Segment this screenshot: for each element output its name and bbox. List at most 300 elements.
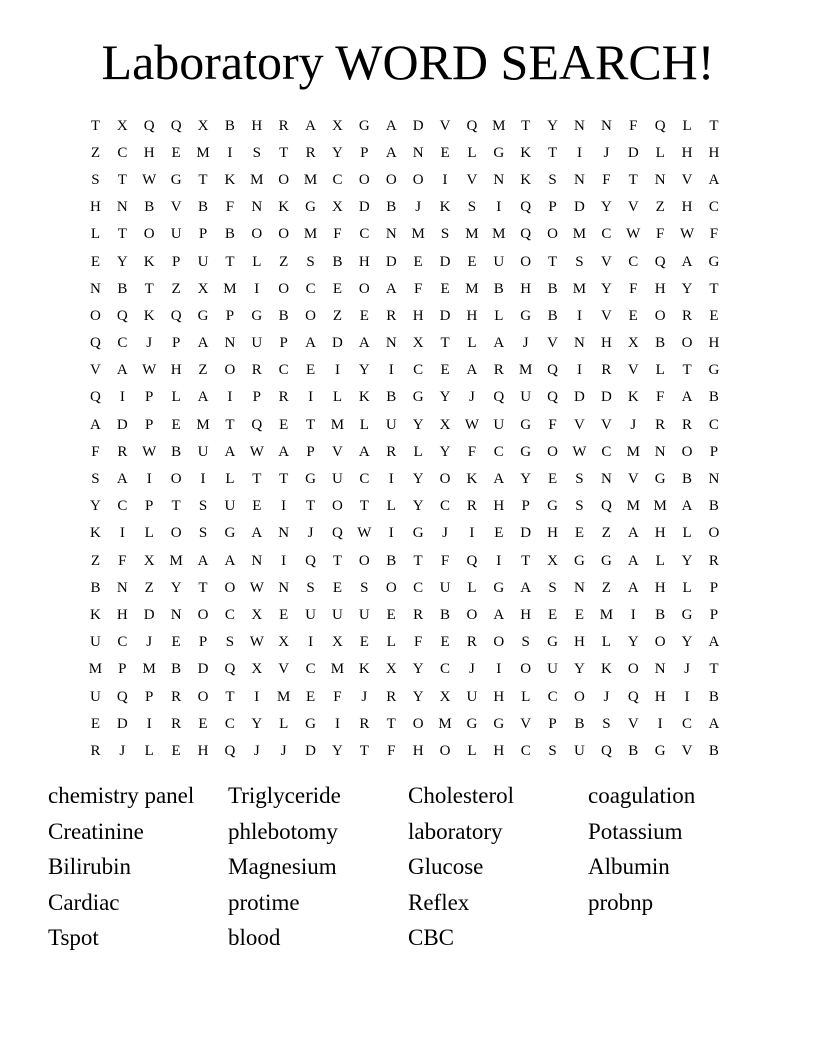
grid-letter[interactable]: C	[682, 715, 693, 732]
grid-letter[interactable]: D	[574, 199, 585, 216]
grid-letter[interactable]: C	[305, 280, 316, 297]
grid-letter[interactable]: A	[278, 443, 290, 460]
grid-letter[interactable]: M	[303, 226, 318, 243]
grid-letter[interactable]: B	[386, 199, 397, 216]
grid-letter[interactable]: Q	[305, 552, 316, 569]
grid-letter[interactable]: B	[171, 661, 182, 678]
grid-letter[interactable]: Z	[90, 552, 101, 569]
grid-letter[interactable]: G	[547, 634, 558, 651]
grid-letter[interactable]: F	[467, 443, 477, 460]
grid-letter[interactable]: R	[278, 389, 289, 406]
grid-letter[interactable]: U	[385, 416, 397, 433]
grid-letter[interactable]: U	[358, 606, 370, 623]
grid-letter[interactable]: R	[171, 715, 182, 732]
grid-letter[interactable]: A	[466, 362, 478, 379]
grid-letter[interactable]: S	[225, 634, 235, 651]
grid-letter[interactable]: C	[413, 579, 424, 596]
grid-letter[interactable]: M	[88, 661, 103, 678]
grid-letter[interactable]: O	[332, 498, 343, 515]
grid-letter[interactable]: Y	[412, 688, 424, 705]
grid-letter[interactable]: P	[145, 389, 154, 406]
grid-letter[interactable]: E	[359, 634, 369, 651]
grid-letter[interactable]: Z	[332, 307, 343, 324]
grid-letter[interactable]: T	[252, 471, 262, 488]
grid-letter[interactable]: O	[224, 579, 236, 596]
grid-letter[interactable]: W	[249, 443, 264, 460]
grid-letter[interactable]: O	[654, 307, 666, 324]
grid-letter[interactable]: V	[627, 362, 639, 379]
grid-letter[interactable]: A	[305, 335, 316, 352]
grid-letter[interactable]: G	[708, 253, 720, 270]
grid-letter[interactable]: E	[440, 634, 450, 651]
grid-letter[interactable]: Q	[90, 389, 101, 406]
grid-letter[interactable]: O	[358, 552, 370, 569]
grid-letter[interactable]: R	[601, 362, 612, 379]
grid-letter[interactable]: E	[548, 606, 558, 623]
grid-letter[interactable]: L	[386, 634, 396, 651]
grid-letter[interactable]: J	[442, 525, 448, 542]
grid-letter[interactable]: T	[628, 171, 638, 188]
grid-letter[interactable]: O	[170, 525, 182, 542]
grid-letter[interactable]: B	[708, 742, 719, 759]
grid-letter[interactable]: O	[197, 606, 209, 623]
grid-letter[interactable]: M	[626, 443, 640, 460]
grid-letter[interactable]: E	[198, 715, 208, 732]
grid-letter[interactable]: Y	[574, 661, 585, 678]
grid-letter[interactable]: N	[251, 199, 263, 216]
grid-letter[interactable]: H	[90, 199, 101, 216]
grid-letter[interactable]: N	[654, 661, 666, 678]
grid-letter[interactable]: L	[171, 389, 181, 406]
grid-letter[interactable]: E	[171, 416, 181, 433]
grid-letter[interactable]: Y	[600, 199, 612, 216]
grid-letter[interactable]: V	[332, 443, 343, 460]
grid-letter[interactable]: T	[709, 117, 719, 134]
grid-letter[interactable]: S	[252, 144, 261, 161]
grid-letter[interactable]: W	[572, 443, 587, 460]
grid-letter[interactable]: H	[170, 362, 182, 379]
grid-letter[interactable]: L	[144, 525, 154, 542]
grid-letter[interactable]: T	[548, 144, 558, 161]
grid-letter[interactable]: L	[682, 117, 692, 134]
grid-letter[interactable]: J	[119, 742, 126, 759]
grid-letter[interactable]: I	[388, 362, 394, 379]
grid-letter[interactable]: M	[223, 280, 237, 297]
grid-letter[interactable]: B	[708, 688, 719, 705]
grid-letter[interactable]: T	[359, 498, 369, 515]
grid-letter[interactable]: P	[198, 634, 208, 651]
grid-letter[interactable]: B	[278, 307, 289, 324]
grid-letter[interactable]: Y	[358, 362, 370, 379]
grid-letter[interactable]: W	[626, 226, 641, 243]
grid-letter[interactable]: C	[117, 144, 128, 161]
grid-letter[interactable]: A	[385, 117, 397, 134]
grid-letter[interactable]: Y	[439, 443, 451, 460]
grid-letter[interactable]: C	[440, 661, 451, 678]
grid-letter[interactable]: U	[170, 226, 182, 243]
grid-letter[interactable]: T	[682, 362, 692, 379]
grid-letter[interactable]: O	[197, 688, 209, 705]
grid-letter[interactable]: H	[493, 742, 505, 759]
grid-letter[interactable]: N	[574, 117, 585, 134]
grid-letter[interactable]: B	[440, 606, 451, 623]
grid-letter[interactable]: B	[547, 307, 558, 324]
grid-letter[interactable]: E	[440, 280, 450, 297]
grid-letter[interactable]: I	[388, 471, 394, 488]
grid-letter[interactable]: S	[91, 471, 100, 488]
grid-letter[interactable]: V	[681, 171, 693, 188]
grid-letter[interactable]: M	[653, 498, 667, 515]
grid-letter[interactable]: P	[198, 226, 208, 243]
grid-letter[interactable]: A	[224, 443, 236, 460]
grid-letter[interactable]: L	[413, 443, 423, 460]
grid-letter[interactable]: L	[467, 144, 477, 161]
grid-letter[interactable]: E	[440, 144, 450, 161]
grid-letter[interactable]: A	[90, 416, 101, 433]
grid-letter[interactable]: I	[227, 389, 233, 406]
grid-letter[interactable]: V	[520, 715, 532, 732]
grid-letter[interactable]: C	[520, 742, 531, 759]
grid-letter[interactable]: P	[709, 443, 719, 460]
grid-letter[interactable]: H	[547, 525, 558, 542]
grid-letter[interactable]: O	[654, 634, 666, 651]
grid-letter[interactable]: S	[198, 525, 208, 542]
grid-letter[interactable]: I	[119, 525, 125, 542]
grid-letter[interactable]: T	[332, 552, 343, 569]
grid-letter[interactable]: R	[413, 606, 424, 623]
grid-letter[interactable]: N	[654, 443, 666, 460]
grid-letter[interactable]: O	[358, 280, 370, 297]
grid-letter[interactable]: T	[548, 253, 558, 270]
grid-letter[interactable]: R	[493, 362, 504, 379]
grid-letter[interactable]: Y	[600, 280, 612, 297]
grid-letter[interactable]: N	[574, 171, 585, 188]
grid-letter[interactable]: H	[654, 525, 666, 542]
grid-letter[interactable]: N	[90, 280, 101, 297]
grid-letter[interactable]: L	[655, 144, 665, 161]
grid-letter[interactable]: E	[440, 362, 450, 379]
grid-letter[interactable]: D	[600, 389, 612, 406]
grid-letter[interactable]: Z	[601, 525, 611, 542]
grid-letter[interactable]: I	[334, 362, 340, 379]
grid-letter[interactable]: V	[627, 471, 639, 488]
grid-letter[interactable]: N	[116, 199, 128, 216]
grid-letter[interactable]: T	[413, 552, 423, 569]
grid-letter[interactable]: C	[305, 661, 316, 678]
grid-letter[interactable]: D	[116, 715, 128, 732]
grid-letter[interactable]: Y	[681, 634, 693, 651]
grid-letter[interactable]: S	[91, 171, 100, 188]
grid-letter[interactable]: N	[224, 335, 236, 352]
grid-letter[interactable]: Z	[655, 199, 665, 216]
grid-letter[interactable]: Q	[520, 226, 532, 243]
grid-letter[interactable]: N	[600, 471, 612, 488]
grid-letter[interactable]: K	[600, 661, 612, 678]
grid-letter[interactable]: P	[279, 335, 288, 352]
grid-letter[interactable]: Q	[466, 552, 478, 569]
grid-letter[interactable]: V	[574, 416, 585, 433]
grid-letter[interactable]: I	[308, 634, 314, 651]
grid-letter[interactable]: U	[466, 688, 478, 705]
grid-letter[interactable]: I	[254, 688, 260, 705]
grid-letter[interactable]: F	[629, 117, 638, 134]
grid-letter[interactable]: A	[385, 144, 397, 161]
grid-letter[interactable]: R	[466, 498, 477, 515]
grid-letter[interactable]: N	[278, 579, 290, 596]
grid-letter[interactable]: G	[520, 443, 532, 460]
grid-letter[interactable]: I	[308, 389, 314, 406]
grid-letter[interactable]: O	[278, 226, 290, 243]
grid-letter[interactable]: S	[602, 715, 611, 732]
grid-letter[interactable]: O	[520, 253, 532, 270]
grid-letter[interactable]: J	[146, 335, 153, 352]
grid-letter[interactable]: U	[332, 471, 343, 488]
grid-letter[interactable]: B	[574, 715, 585, 732]
grid-letter[interactable]: B	[493, 280, 504, 297]
grid-letter[interactable]: G	[305, 715, 316, 732]
grid-letter[interactable]: O	[358, 171, 370, 188]
grid-letter[interactable]: B	[90, 579, 101, 596]
grid-letter[interactable]: D	[412, 117, 424, 134]
grid-letter[interactable]: C	[117, 634, 128, 651]
grid-letter[interactable]: X	[385, 661, 397, 678]
grid-letter[interactable]: Y	[170, 579, 182, 596]
grid-letter[interactable]: T	[171, 498, 181, 515]
grid-letter[interactable]: U	[520, 389, 532, 406]
grid-letter[interactable]: I	[576, 144, 582, 161]
grid-letter[interactable]: W	[357, 525, 372, 542]
grid-letter[interactable]: F	[413, 634, 423, 651]
grid-letter[interactable]: F	[440, 552, 450, 569]
grid-letter[interactable]: B	[386, 552, 397, 569]
grid-letter[interactable]: S	[548, 171, 557, 188]
grid-letter[interactable]: T	[225, 688, 235, 705]
grid-letter[interactable]: L	[144, 742, 154, 759]
grid-letter[interactable]: Z	[171, 280, 181, 297]
grid-letter[interactable]: F	[91, 443, 100, 460]
grid-letter[interactable]: I	[630, 606, 636, 623]
grid-letter[interactable]: L	[467, 335, 477, 352]
grid-letter[interactable]: L	[655, 552, 665, 569]
grid-letter[interactable]: P	[548, 199, 557, 216]
grid-letter[interactable]: Q	[143, 117, 155, 134]
grid-letter[interactable]: X	[439, 688, 451, 705]
grid-letter[interactable]: N	[385, 226, 397, 243]
grid-letter[interactable]: W	[249, 579, 264, 596]
grid-letter[interactable]: A	[627, 552, 639, 569]
grid-letter[interactable]: R	[90, 742, 101, 759]
grid-letter[interactable]: A	[681, 253, 693, 270]
grid-letter[interactable]: L	[252, 253, 262, 270]
grid-letter[interactable]: E	[171, 144, 181, 161]
grid-letter[interactable]: D	[439, 307, 451, 324]
grid-letter[interactable]: W	[142, 171, 157, 188]
grid-letter[interactable]: M	[465, 226, 479, 243]
grid-letter[interactable]: L	[90, 226, 101, 243]
grid-letter[interactable]: D	[116, 416, 128, 433]
grid-letter[interactable]: I	[281, 498, 287, 515]
grid-letter[interactable]: K	[520, 144, 532, 161]
grid-letter[interactable]: E	[359, 307, 369, 324]
grid-letter[interactable]: P	[225, 307, 235, 324]
grid-letter[interactable]: A	[358, 443, 370, 460]
grid-letter[interactable]: L	[386, 498, 396, 515]
grid-letter[interactable]: F	[333, 688, 342, 705]
grid-letter[interactable]: I	[496, 552, 502, 569]
grid-letter[interactable]: K	[143, 253, 155, 270]
grid-letter[interactable]: A	[116, 471, 128, 488]
grid-letter[interactable]: W	[679, 226, 695, 243]
grid-letter[interactable]: G	[251, 307, 263, 324]
grid-letter[interactable]: M	[438, 715, 452, 732]
grid-letter[interactable]: Y	[627, 634, 639, 651]
grid-letter[interactable]: H	[600, 335, 612, 352]
grid-letter[interactable]: C	[117, 498, 128, 515]
grid-letter[interactable]: S	[306, 253, 315, 270]
grid-letter[interactable]: C	[601, 443, 612, 460]
grid-letter[interactable]: M	[411, 226, 425, 243]
grid-letter[interactable]: C	[224, 715, 235, 732]
grid-letter[interactable]: I	[657, 715, 663, 732]
grid-letter[interactable]: Q	[224, 661, 236, 678]
grid-letter[interactable]: M	[492, 226, 506, 243]
grid-letter[interactable]: L	[332, 389, 343, 406]
grid-letter[interactable]: B	[224, 226, 235, 243]
grid-letter[interactable]: A	[493, 606, 505, 623]
grid-letter[interactable]: G	[574, 552, 585, 569]
grid-letter[interactable]: K	[224, 171, 236, 188]
grid-letter[interactable]: L	[601, 634, 611, 651]
grid-letter[interactable]: O	[251, 226, 263, 243]
grid-letter[interactable]: P	[171, 253, 181, 270]
grid-letter[interactable]: Q	[224, 742, 236, 759]
grid-letter[interactable]: D	[385, 253, 397, 270]
grid-letter[interactable]: R	[386, 443, 397, 460]
grid-letter[interactable]: G	[305, 199, 316, 216]
grid-letter[interactable]: E	[305, 688, 316, 705]
grid-letter[interactable]: Q	[654, 253, 666, 270]
grid-letter[interactable]: N	[278, 525, 290, 542]
grid-letter[interactable]: O	[547, 443, 558, 460]
grid-letter[interactable]: R	[117, 443, 128, 460]
grid-letter[interactable]: Q	[600, 498, 612, 515]
grid-letter[interactable]: O	[278, 171, 290, 188]
grid-letter[interactable]: K	[439, 199, 451, 216]
grid-letter[interactable]: I	[119, 389, 125, 406]
grid-letter[interactable]: G	[654, 471, 666, 488]
grid-letter[interactable]: H	[520, 280, 532, 297]
grid-letter[interactable]: P	[709, 579, 719, 596]
grid-letter[interactable]: E	[171, 634, 181, 651]
grid-letter[interactable]: N	[654, 171, 666, 188]
grid-letter[interactable]: M	[626, 498, 640, 515]
grid-letter[interactable]: Q	[600, 742, 612, 759]
grid-letter[interactable]: U	[197, 253, 209, 270]
grid-letter[interactable]: F	[655, 389, 665, 406]
grid-letter[interactable]: M	[465, 280, 479, 297]
grid-letter[interactable]: L	[467, 742, 477, 759]
grid-letter[interactable]: J	[468, 661, 475, 678]
grid-letter[interactable]: B	[655, 335, 666, 352]
grid-letter[interactable]: L	[225, 471, 235, 488]
grid-letter[interactable]: I	[146, 471, 152, 488]
grid-letter[interactable]: O	[547, 226, 558, 243]
grid-letter[interactable]: L	[682, 579, 692, 596]
grid-letter[interactable]: P	[171, 335, 181, 352]
grid-letter[interactable]: O	[305, 307, 316, 324]
grid-letter[interactable]: E	[548, 471, 558, 488]
grid-letter[interactable]: Q	[332, 525, 343, 542]
grid-letter[interactable]: V	[439, 117, 451, 134]
grid-letter[interactable]: Q	[116, 307, 128, 324]
grid-letter[interactable]: X	[332, 634, 343, 651]
grid-letter[interactable]: V	[600, 307, 612, 324]
grid-letter[interactable]: U	[493, 416, 505, 433]
grid-letter[interactable]: R	[251, 362, 262, 379]
grid-letter[interactable]: H	[493, 498, 505, 515]
grid-letter[interactable]: V	[627, 715, 639, 732]
grid-letter[interactable]: T	[440, 335, 450, 352]
grid-letter[interactable]: J	[280, 742, 287, 759]
grid-letter[interactable]: X	[627, 335, 639, 352]
grid-letter[interactable]: H	[466, 307, 478, 324]
grid-letter[interactable]: H	[493, 688, 505, 705]
grid-letter[interactable]: Y	[520, 471, 532, 488]
grid-letter[interactable]: D	[520, 525, 532, 542]
grid-letter[interactable]: F	[387, 742, 396, 759]
grid-letter[interactable]: M	[572, 226, 587, 243]
grid-letter[interactable]: P	[548, 715, 557, 732]
grid-letter[interactable]: Q	[520, 199, 532, 216]
grid-letter[interactable]: A	[627, 579, 639, 596]
grid-letter[interactable]: E	[574, 525, 585, 542]
grid-letter[interactable]: B	[144, 199, 155, 216]
grid-letter[interactable]: M	[330, 661, 345, 678]
grid-letter[interactable]: Y	[412, 498, 424, 515]
grid-letter[interactable]: O	[385, 579, 397, 596]
grid-letter[interactable]: Q	[547, 362, 558, 379]
grid-letter[interactable]: L	[359, 416, 369, 433]
grid-letter[interactable]: H	[358, 253, 370, 270]
grid-letter[interactable]: N	[493, 171, 505, 188]
grid-letter[interactable]: H	[681, 144, 693, 161]
grid-letter[interactable]: Z	[90, 144, 101, 161]
grid-letter[interactable]: Q	[170, 307, 182, 324]
grid-letter[interactable]: A	[197, 335, 209, 352]
grid-letter[interactable]: X	[332, 199, 343, 216]
grid-letter[interactable]: Z	[279, 253, 289, 270]
grid-letter[interactable]: O	[520, 661, 532, 678]
grid-letter[interactable]: O	[170, 471, 182, 488]
grid-letter[interactable]: B	[224, 117, 235, 134]
grid-letter[interactable]: H	[520, 606, 532, 623]
grid-letter[interactable]: L	[279, 715, 289, 732]
grid-letter[interactable]: Q	[251, 416, 263, 433]
grid-letter[interactable]: I	[334, 715, 340, 732]
grid-letter[interactable]: N	[251, 552, 263, 569]
grid-letter[interactable]: Y	[547, 117, 558, 134]
grid-letter[interactable]: G	[493, 579, 505, 596]
grid-letter[interactable]: F	[333, 226, 342, 243]
grid-letter[interactable]: G	[412, 389, 424, 406]
grid-letter[interactable]: D	[197, 661, 209, 678]
grid-letter[interactable]: H	[654, 579, 666, 596]
grid-letter[interactable]: I	[684, 688, 690, 705]
grid-letter[interactable]: D	[439, 253, 451, 270]
grid-letter[interactable]: T	[305, 498, 316, 515]
grid-letter[interactable]: A	[305, 117, 316, 134]
grid-letter[interactable]: G	[466, 715, 478, 732]
